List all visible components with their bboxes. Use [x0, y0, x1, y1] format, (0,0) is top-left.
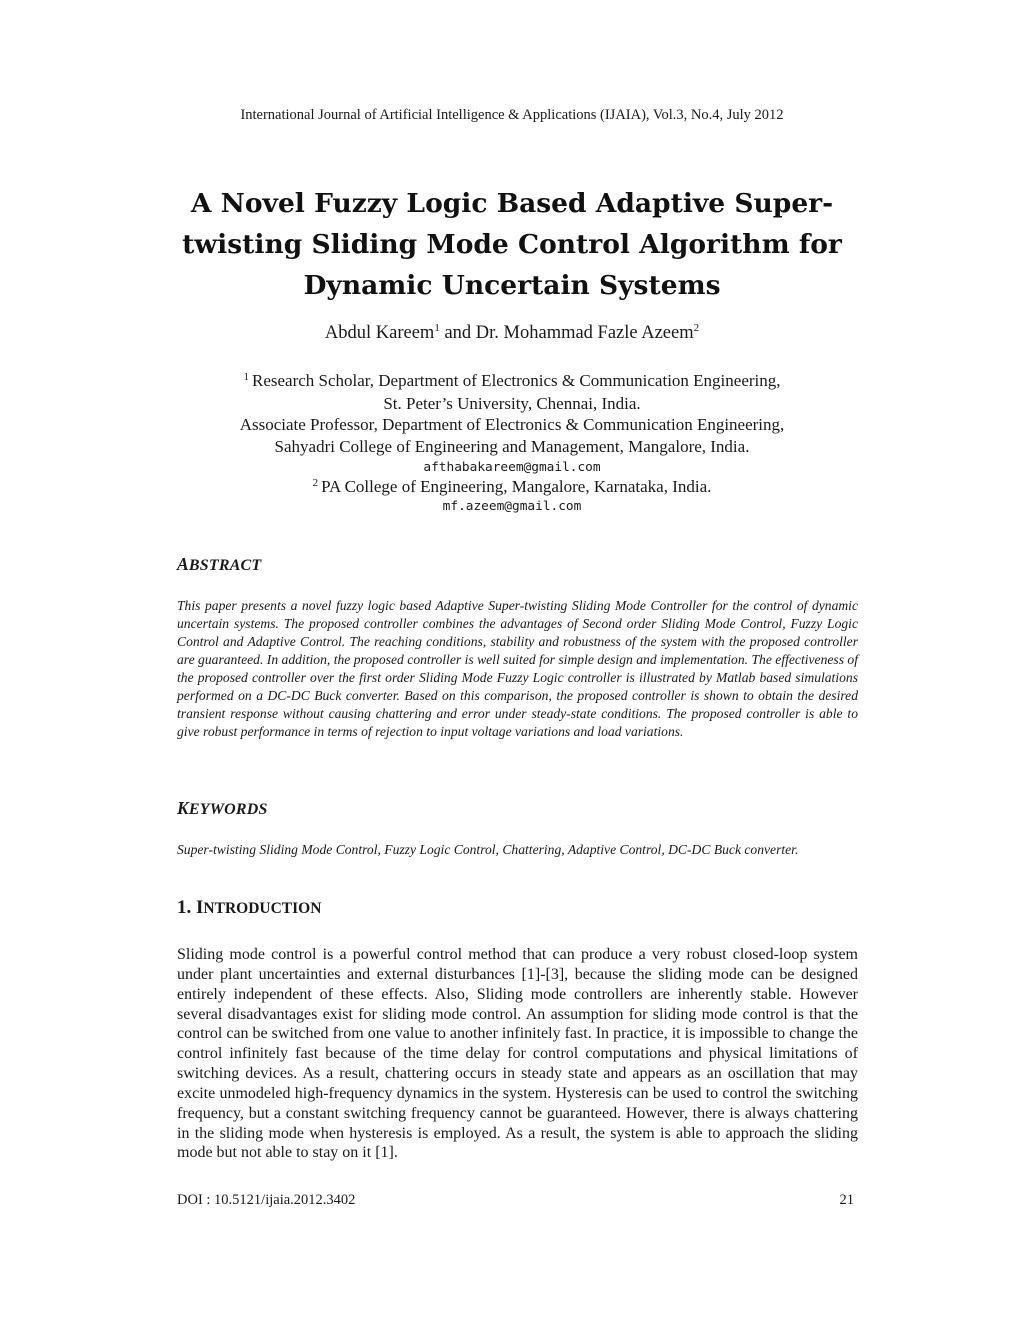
author-name: Dr. Mohammad Fazle Azeem	[475, 323, 694, 343]
affiliation-line	[0, 371, 1024, 391]
affiliation-text: Research Scholar, Department of Electronics & Communication Engineering,	[251, 371, 781, 390]
title-line: A Novel Fuzzy Logic Based Adaptive Super-	[190, 188, 834, 219]
affiliation-line	[0, 477, 1024, 497]
affiliation-sup: 2	[312, 477, 319, 489]
running-header: International Journal of Artificial Intelligence & Applications (IJAIA), Vol.3, No.4, July 2012	[240, 107, 784, 123]
author-line	[0, 322, 1024, 344]
title-line: twisting Sliding Mode Control Algorithm for	[182, 229, 842, 260]
author-name: Abdul Kareem	[324, 323, 435, 343]
author-sup: 1	[434, 322, 440, 334]
heading-number: 1. I	[177, 897, 204, 918]
title-line: Dynamic Uncertain Systems	[303, 270, 721, 301]
keywords-text: Super-twisting Sliding Mode Control, Fuzzy Logic Control, Chattering, Adaptive Control, DC-DC Buck converter.	[177, 842, 799, 857]
affiliation-text: PA College of Engineering, Mangalore, Karnataka, India.	[321, 477, 712, 496]
affiliation-line: St. Peter’s University, Chennai, India.	[383, 394, 641, 413]
introduction-text: Sliding mode control is a powerful control method that can produce a very robust closed-loop system under plant uncertainties and external disturbances [1]-[3], because the sliding mode can be designed entirely independent of these effects. Also, Sliding mode controllers are inherently stable. However several disadvantages exist for sliding mode control. An assumption for sliding mode control is that the control can be switched from one value to another infinitely fast. In practice, it is impossible to change the control infinitely fast because of the time delay for control computations and physical limitations of switching devices. As a result, chattering occurs in steady state and appears as an oscillation that may excite unmodeled high-frequency dynamics in the system. Hysteresis can be used to control the switching frequency, but a constant switching frequency cannot be guaranteed. However, there is always chattering in the sliding mode when hysteresis is employed. As a result, the system is able to approach the sliding mode but not able to stay on it [1].	[177, 946, 858, 1162]
affiliation-sup: 1	[243, 371, 249, 383]
keywords-heading	[177, 798, 268, 819]
author-sup: 2	[693, 322, 700, 334]
affiliation-line: Associate Professor, Department of Electronics & Communication Engineering,	[239, 415, 785, 434]
heading-initial: A	[177, 554, 189, 574]
heading-rest: BSTRACT	[188, 557, 262, 574]
doi: DOI : 10.5121/ijaia.2012.3402	[177, 1192, 356, 1208]
email-link[interactable]: mf.azeem@gmail.com	[442, 499, 582, 514]
heading-initial: K	[177, 798, 189, 818]
heading-rest: NTRODUCTION	[203, 900, 322, 917]
heading-rest: EYWORDS	[188, 801, 268, 818]
abstract-text: This paper presents a novel fuzzy logic based Adaptive Super-twisting Sliding Mode Controller for the control of dynamic uncertain systems. The proposed controller combines the advantages of Second order Sliding Mode Control, Fuzzy Logic Control and Adaptive Control. The reaching conditions, stability and robustness of the system with the proposed controller are guaranteed. In addition, the proposed controller is well suited for simple design and implementation. The effectiveness of the proposed controller over the first order Sliding Mode Fuzzy Logic controller is illustrated by Matlab based simulations performed on a DC-DC Buck converter. Based on this comparison, the proposed controller is shown to obtain the desired transient response without causing chattering and error under steady-state conditions. The proposed controller is able to give robust performance in terms of rejection to input voltage variations and load variations.	[177, 598, 858, 739]
author-and: and	[444, 323, 472, 343]
abstract-heading	[177, 554, 261, 575]
page-number: 21	[839, 1192, 854, 1208]
email-link[interactable]: afthabakareem@gmail.com	[423, 460, 601, 475]
affiliation-line: Sahyadri College of Engineering and Management, Mangalore, India.	[274, 437, 750, 456]
paper-title	[150, 183, 874, 306]
introduction-heading	[177, 897, 321, 919]
